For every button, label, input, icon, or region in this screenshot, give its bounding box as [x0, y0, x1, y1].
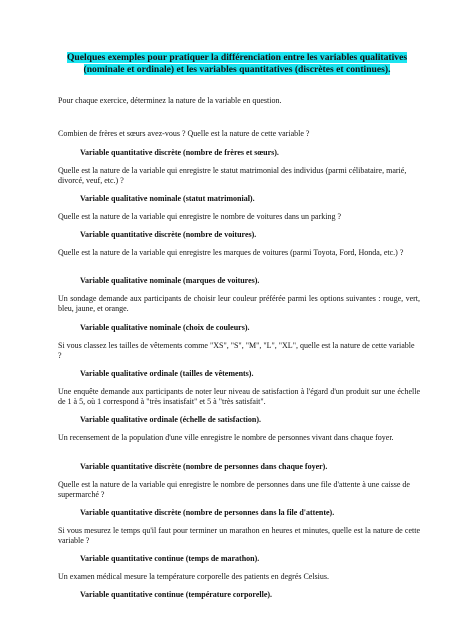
answer-11: Variable quantitative continue (température corporelle). — [80, 590, 273, 599]
document-title — [58, 52, 416, 75]
question-7: Une enquête demande aux participants de noter leur niveau de satisfaction à l'égard d'un produit sur une échelle de 1 à 5, où 1 correspond à "très insatisfait" et 5 à "très satisfait". — [58, 387, 420, 406]
question-2: Quelle est la nature de la variable qui enregistre le statut matrimonial des individus (parmi célibataire, marié, divorcé, veuf, etc.) ? — [58, 166, 407, 185]
question-10: Si vous mesurez le temps qu'il faut pour terminer un marathon en heures et minutes, quelle est la nature de cette variable ? — [58, 526, 420, 545]
question-4: Quelle est la nature de la variable qui enregistre les marques de voitures (parmi Toyota, Ford, Honda, etc.) ? — [58, 248, 404, 257]
answer-7: Variable qualitative ordinale (échelle de satisfaction). — [80, 415, 262, 424]
question-6: Si vous classez les tailles de vêtements comme "XS", "S", "M", "L", "XL", quelle est la nature de cette variable ? — [58, 341, 415, 360]
question-11: Un examen médical mesure la température corporelle des patients en degrés Celsius. — [58, 572, 330, 581]
question-8: Un recensement de la population d'une ville enregistre le nombre de personnes vivant dans chaque foyer. — [58, 433, 394, 442]
answer-5: Variable qualitative nominale (choix de couleurs). — [80, 323, 250, 332]
question-3: Quelle est la nature de la variable qui enregistre le nombre de voitures dans un parking ? — [58, 212, 342, 221]
answer-2: Variable qualitative nominale (statut matrimonial). — [80, 194, 255, 203]
answer-8: Variable quantitative discrète (nombre de personnes dans chaque foyer). — [80, 462, 328, 471]
answer-4: Variable qualitative nominale (marques de voitures). — [80, 276, 260, 285]
answer-3: Variable quantitative discrète (nombre de voitures). — [80, 230, 257, 239]
question-5: Un sondage demande aux participants de choisir leur couleur préférée parmi les options suivantes : rouge, vert, bleu, jaune, et orange. — [58, 294, 420, 313]
question-9: Quelle est la nature de la variable qui enregistre le nombre de personnes dans une file d'attente à une caisse de supermarché ? — [58, 480, 410, 499]
answer-1: Variable quantitative discrète (nombre de frères et sœurs). — [80, 148, 279, 157]
intro-text: Pour chaque exercice, déterminez la nature de la variable en question. — [58, 96, 282, 105]
answer-9: Variable quantitative discrète (nombre de personnes dans la file d'attente). — [80, 508, 335, 517]
answer-6: Variable qualitative ordinale (tailles de vêtements). — [80, 369, 254, 378]
answer-10: Variable quantitative continue (temps de marathon). — [80, 554, 260, 563]
question-1: Combien de frères et sœurs avez-vous ? Quelle est la nature de cette variable ? — [58, 129, 310, 138]
title-highlight: Quelques exemples pour pratiquer la différenciation entre les variables qualitatives (nominale et ordinale) et les variables quantitatives (discrètes et continues). — [66, 52, 408, 75]
